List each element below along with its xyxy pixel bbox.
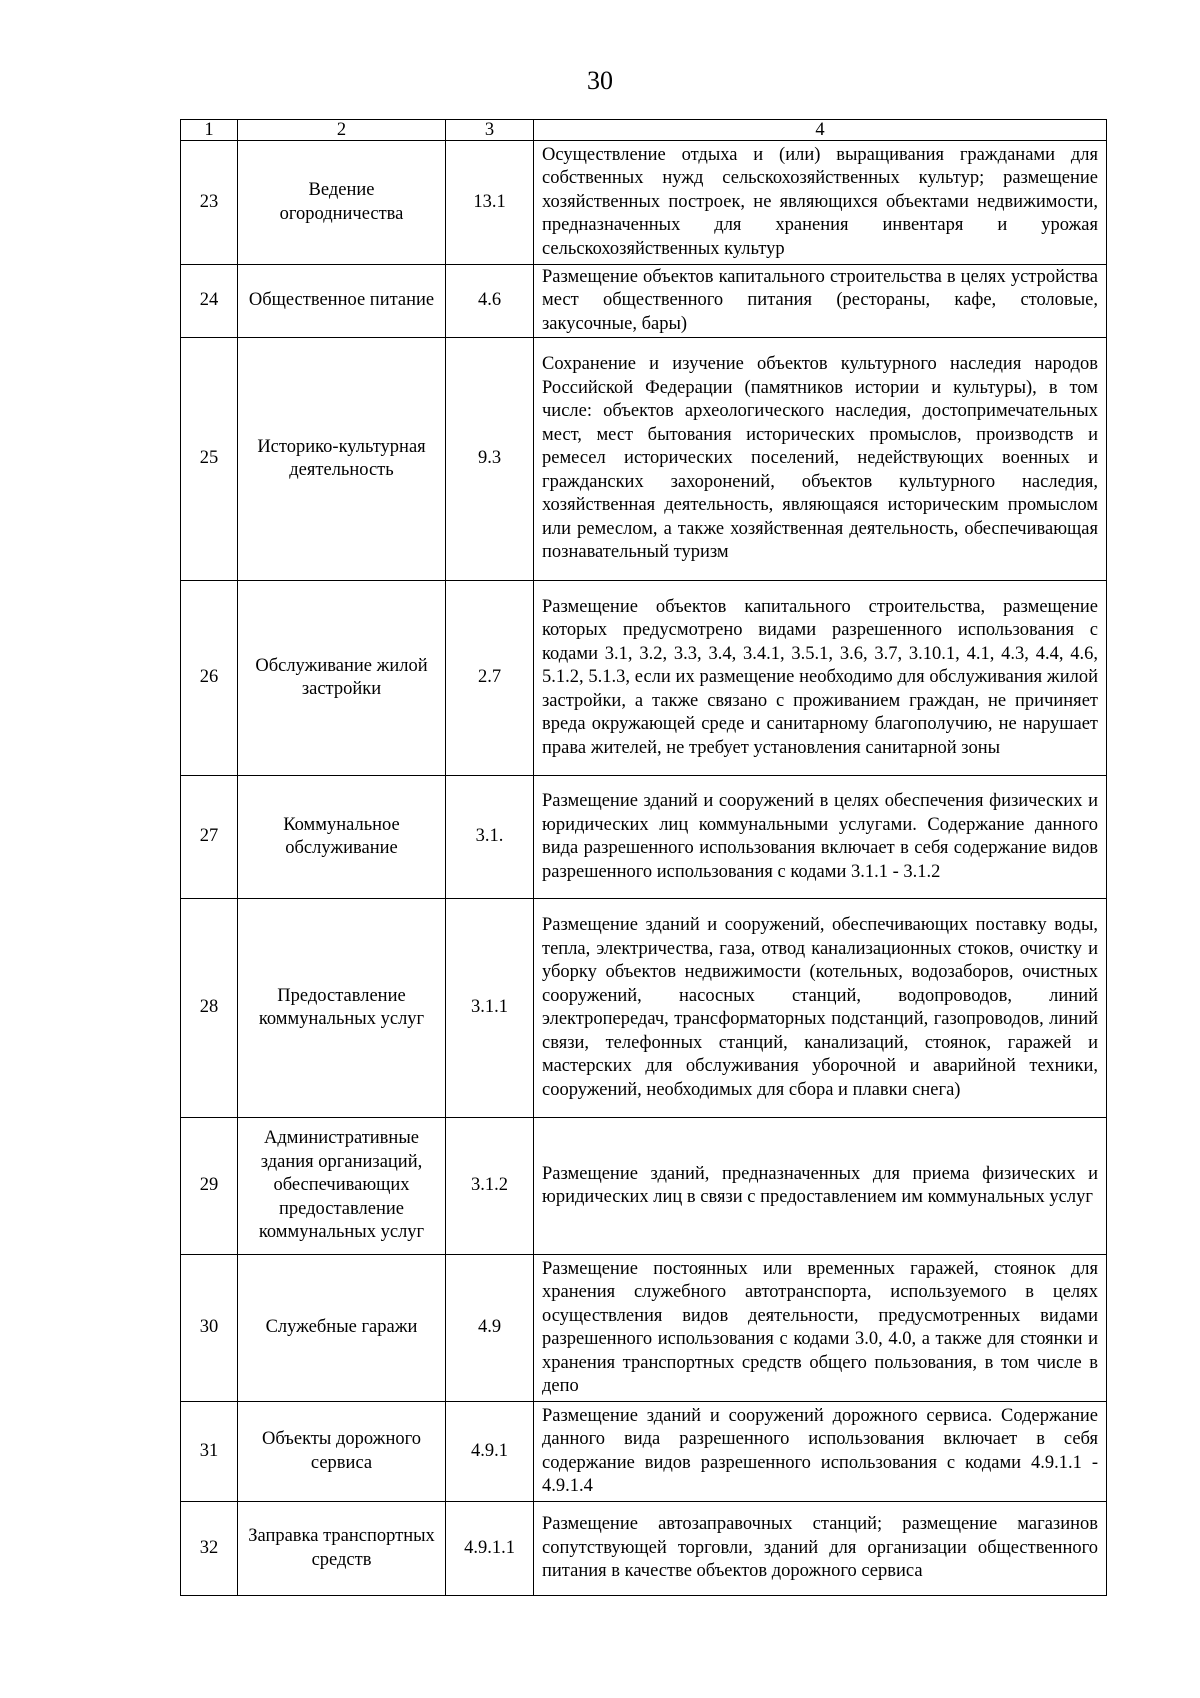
- table-row: [181, 338, 1107, 581]
- page-number: 30: [587, 66, 613, 95]
- use-type-code: 4.9: [446, 1255, 534, 1402]
- header-row: [181, 120, 1107, 141]
- use-type-description: Размещение зданий, предназначенных для приема физических и юридических лиц в связи с предоставлением им коммунальных услуг: [534, 1118, 1107, 1255]
- row-number: 25: [181, 338, 238, 581]
- use-type-name: Объекты дорожного сервиса: [238, 1402, 446, 1502]
- use-type-description: Размещение зданий и сооружений дорожного сервиса. Содержание данного вида разрешенного использования включает в себя содержание видов разрешенного использования с кодами 4.9.1.1 - 4.9.1.4: [534, 1402, 1107, 1502]
- use-type-code: 4.9.1.1: [446, 1502, 534, 1596]
- use-type-description: Размещение объектов капитального строительства в целях устройства мест общественного питания (рестораны, кафе, столовые, закусочные, бары): [534, 265, 1107, 338]
- header-col-4: 4: [534, 120, 1107, 141]
- table-row: [181, 265, 1107, 338]
- row-number: 30: [181, 1255, 238, 1402]
- use-type-description: Осуществление отдыха и (или) выращивания гражданами для собственных нужд сельскохозяйственных культур; размещение хозяйственных построек, не являющихся объектами недвижимости, предназначенных для хранения инвентаря и урожая сельскохозяйственных культур: [534, 141, 1107, 265]
- use-type-name: Предоставление коммунальных услуг: [238, 899, 446, 1118]
- use-type-description: Размещение постоянных или временных гаражей, стоянок для хранения служебного автотранспорта, используемого в целях осуществления видов деятельности, предусмотренных видами разрешенного использования с кодами 3.0, 4.0, а также для стоянки и хранения транспортных средств общего пользования, в том числе в депо: [534, 1255, 1107, 1402]
- row-number: 31: [181, 1402, 238, 1502]
- use-type-description: Сохранение и изучение объектов культурного наследия народов Российской Федерации (памятников истории и культуры), в том числе: объектов археологического наследия, достопримечательных мест, мест бытования исторических промыслов, производств и ремесел исторических поселений, недействующих военных и гражданских захоронений, объектов культурного наследия, хозяйственная деятельность, являющаяся историческим промыслом или ремеслом, а также хозяйственная деятельность, обеспечивающая познавательный туризм: [534, 338, 1107, 581]
- row-number: 28: [181, 899, 238, 1118]
- table-row: [181, 141, 1107, 265]
- use-type-description: Размещение автозаправочных станций; размещение магазинов сопутствующей торговли, зданий для организации общественного питания в качестве объектов дорожного сервиса: [534, 1502, 1107, 1596]
- table-row: [181, 776, 1107, 899]
- use-type-code: 3.1.1: [446, 899, 534, 1118]
- use-type-code: 3.1.: [446, 776, 534, 899]
- use-type-code: 4.6: [446, 265, 534, 338]
- use-type-name: Общественное питание: [238, 265, 446, 338]
- use-type-name: Коммунальное обслуживание: [238, 776, 446, 899]
- header-col-2: 2: [238, 120, 446, 141]
- row-number: 26: [181, 581, 238, 776]
- table-row: [181, 1502, 1107, 1596]
- table-row: [181, 1118, 1107, 1255]
- table-row: [181, 1402, 1107, 1502]
- use-type-description: Размещение зданий и сооружений в целях обеспечения физических и юридических лиц коммунальными услугами. Содержание данного вида разрешенного использования включает в себя содержание видов разрешенного использования с кодами 3.1.1 - 3.1.2: [534, 776, 1107, 899]
- row-number: 29: [181, 1118, 238, 1255]
- header-col-1: 1: [181, 120, 238, 141]
- use-type-name: Историко-культурная деятельность: [238, 338, 446, 581]
- use-type-name: Административные здания организаций, обеспечивающих предоставление коммунальных услуг: [238, 1118, 446, 1255]
- table-row: [181, 1255, 1107, 1402]
- use-type-name: Заправка транспортных средств: [238, 1502, 446, 1596]
- use-type-name: Ведение огородничества: [238, 141, 446, 265]
- row-number: 24: [181, 265, 238, 338]
- use-type-code: 4.9.1: [446, 1402, 534, 1502]
- land-use-table: [180, 119, 1107, 1596]
- use-type-code: 2.7: [446, 581, 534, 776]
- header-col-3: 3: [446, 120, 534, 141]
- use-type-code: 9.3: [446, 338, 534, 581]
- row-number: 32: [181, 1502, 238, 1596]
- use-type-name: Служебные гаражи: [238, 1255, 446, 1402]
- use-type-description: Размещение зданий и сооружений, обеспечивающих поставку воды, тепла, электричества, газа, отвод канализационных стоков, очистку и уборку объектов недвижимости (котельных, водозаборов, очистных сооружений, насосных станций, водопроводов, линий электропередач, трансформаторных подстанций, газопроводов, линий связи, телефонных станций, канализаций, стоянок, гаражей и мастерских для обслуживания уборочной и аварийной техники, сооружений, необходимых для сбора и плавки снега): [534, 899, 1107, 1118]
- use-type-code: 3.1.2: [446, 1118, 534, 1255]
- use-type-description: Размещение объектов капитального строительства, размещение которых предусмотрено видами разрешенного использования с кодами 3.1, 3.2, 3.3, 3.4, 3.4.1, 3.5.1, 3.6, 3.7, 3.10.1, 4.1, 4.3, 4.4, 4.6, 5.1.2, 5.1.3, если их размещение необходимо для обслуживания жилой застройки, а также связано с проживанием граждан, не причиняет вреда окружающей среде и санитарному благополучию, не нарушает права жителей, не требует установления санитарной зоны: [534, 581, 1107, 776]
- row-number: 27: [181, 776, 238, 899]
- table-row: [181, 581, 1107, 776]
- table-row: [181, 899, 1107, 1118]
- row-number: 23: [181, 141, 238, 265]
- use-type-code: 13.1: [446, 141, 534, 265]
- use-type-name: Обслуживание жилой застройки: [238, 581, 446, 776]
